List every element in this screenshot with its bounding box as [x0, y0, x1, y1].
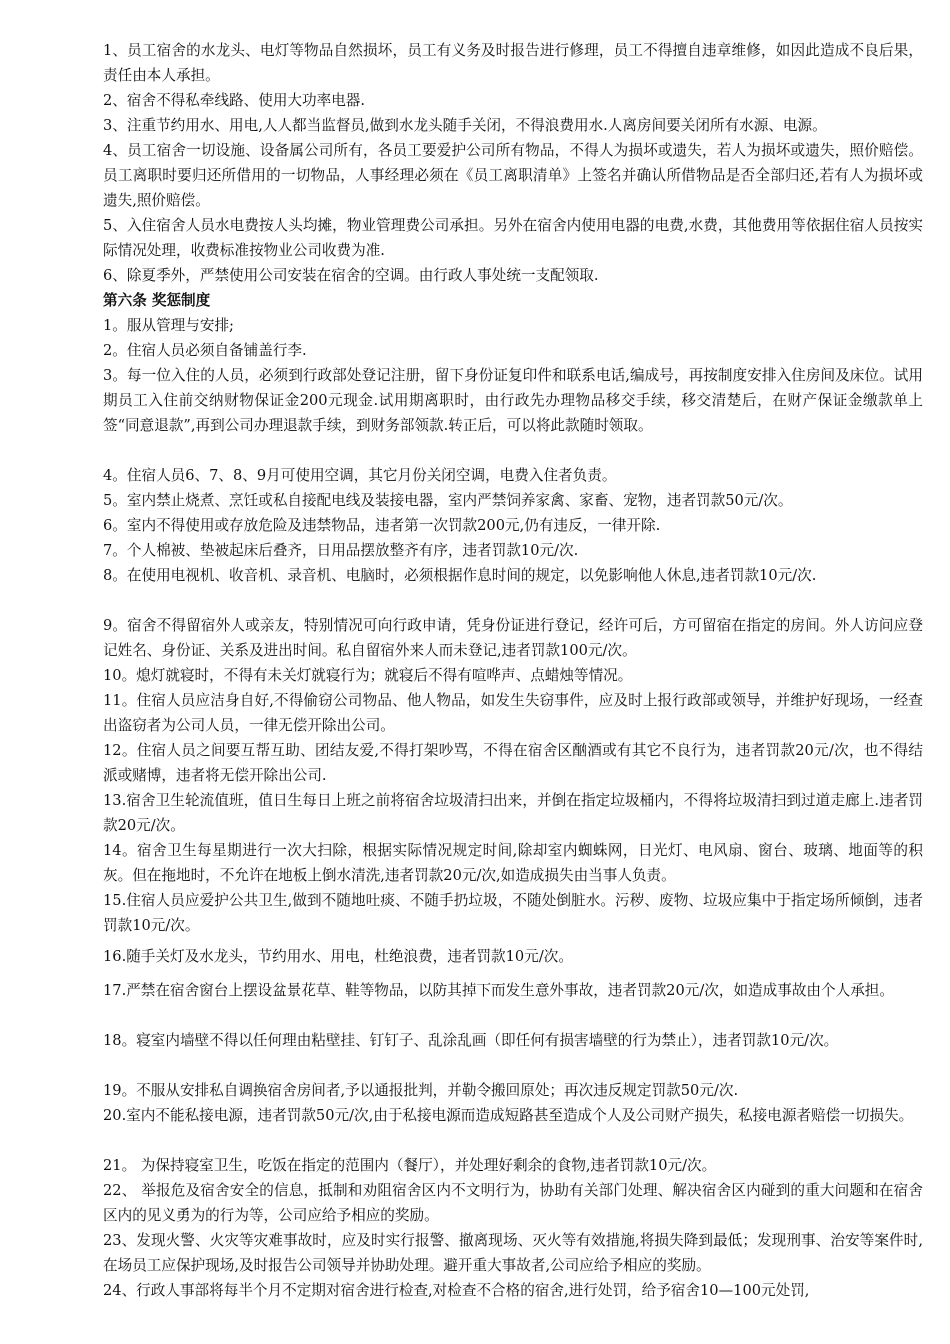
rule-item: 2。住宿人员必须自备铺盖行李.: [103, 342, 307, 359]
rule-item: 11。住宿人员应洁身自好,不得偷窃公司物品、他人物品，如发生失窃事件，应及时上报行政部或领导，并维护好现场，一经查出盗窃者为公司人员，一律无偿开除出公司。: [103, 692, 923, 734]
rule-item: 7。个人棉被、垫被起床后叠齐，日用品摆放整齐有序，违者罚款10元/次.: [103, 542, 579, 559]
rule-item: 5。室内禁止烧煮、烹饪或私自接配电线及装接电器，室内严禁饲养家禽、家畜、宠物，违者罚款50元/次。: [103, 492, 793, 509]
rule-item: 19。不服从安排私自调换宿舍房间者,予以通报批判，并勒令搬回原处；再次违反规定罚款50元/次.: [103, 1082, 739, 1099]
rule-item: 22、 举报危及宿舍安全的信息，抵制和劝阻宿舍区内不文明行为，协助有关部门处理、解决宿舍区内碰到的重大问题和在宿舍区内的见义勇为的行为等，公司应给予相应的奖励。: [103, 1182, 923, 1224]
rule-item: 17.严禁在宿舍窗台上摆设盆景花草、鞋等物品，以防其掉下而发生意外事故，违者罚款20元/次，如造成事故由个人承担。: [103, 982, 894, 999]
rule-item: 1。服从管理与安排;: [103, 317, 234, 334]
rule-item: 6。室内不得使用或存放危险及违禁物品，违者第一次罚款200元,仍有违反，一律开除.: [103, 517, 661, 534]
rule-item: 10。熄灯就寝时，不得有未关灯就寝行为；就寝后不得有喧哗声、点蜡烛等情况。: [103, 667, 633, 684]
paragraph-3: 3、注重节约用水、用电,人人都当监督员,做到水龙头随手关闭，不得浪费用水.人离房间要关闭所有水源、电源。: [103, 117, 827, 134]
rule-item: 24、行政人事部将每半个月不定期对宿舍进行检查,对检查不合格的宿舍,进行处罚，给予宿舍10—100元处罚,: [103, 1282, 810, 1299]
rule-item: 14。宿舍卫生每星期进行一次大扫除，根据实际情况规定时间,除却室内蜘蛛网，日光灯、电风扇、窗台、玻璃、地面等的积灰。但在拖地时，不允许在地板上倒水清洗,违者罚款20元/次,如造成损失由当事人负责。: [103, 842, 923, 884]
paragraph-1: 1、员工宿舍的水龙头、电灯等物品自然损坏，员工有义务及时报告进行修理，员工不得擅自违章维修，如因此造成不良后果，责任由本人承担。: [103, 42, 923, 84]
paragraph-6: 6、除夏季外，严禁使用公司安装在宿舍的空调。由行政人事处统一支配领取.: [103, 267, 599, 284]
rule-item: 13.宿舍卫生轮流值班，值日生每日上班之前将宿舍垃圾清扫出来，并倒在指定垃圾桶内，不得将垃圾清扫到过道走廊上.违者罚款20元/次。: [103, 792, 923, 834]
rule-item: 8。在使用电视机、收音机、录音机、电脑时，必须根据作息时间的规定，以免影响他人休息,违者罚款10元/次.: [103, 567, 817, 584]
rule-item: 3。每一位入住的人员，必须到行政部处登记注册，留下身份证复印件和联系电话,编成号，再按制度安排入住房间及床位。试用期员工入住前交纳财物保证金200元现金.试用期离职时，由行政先办理物品移交手续，移交清楚后，在财产保证金缴款单上签“同意退款”,再到公司办理退款手续，到财务部领款.转正后，可以将此款随时领取。: [103, 367, 923, 434]
paragraph-5: 5、入住宿舍人员水电费按人头均摊，物业管理费公司承担。另外在宿舍内使用电器的电费,水费，其他费用等依据住宿人员按实际情况处理，收费标准按物业公司收费为准.: [103, 217, 923, 259]
rule-item: 23、发现火警、火灾等灾难事故时，应及时实行报警、撤离现场、灭火等有效措施,将损失降到最低；发现刑事、治安等案件时,在场员工应保护现场,及时报告公司领导并协助处理。避开重大事故者,公司应给予相应的奖励。: [103, 1232, 923, 1274]
paragraph-2: 2、宿舍不得私牵线路、使用大功率电器.: [103, 92, 366, 109]
rule-item: 12。住宿人员之间要互帮互助、团结友爱,不得打架吵骂，不得在宿舍区酗酒或有其它不良行为，违者罚款20元/次，也不得结派或赌博，违者将无偿开除出公司.: [103, 742, 923, 784]
rule-item: 15.住宿人员应爱护公共卫生,做到不随地吐痰、不随手扔垃圾，不随处倒脏水。污秽、废物、垃圾应集中于指定场所倾倒，违者罚款10元/次。: [103, 892, 923, 934]
rule-item: 16.随手关灯及水龙头，节约用水、用电，杜绝浪费，违者罚款10元/次。: [103, 948, 573, 965]
section-heading: 第六条 奖惩制度: [103, 292, 211, 309]
paragraph-4: 4、员工宿舍一切设施、设备属公司所有，各员工要爱护公司所有物品，不得人为损坏或遗失，若人为损坏或遗失，照价赔偿。员工离职时要归还所借用的一切物品，人事经理必须在《员工离职清单》上签名并确认所借物品是否全部归还,若有人为损坏或遗失,照价赔偿。: [103, 142, 923, 209]
rule-item: 18。寝室内墙壁不得以任何理由粘壁挂、钉钉子、乱涂乱画（即任何有损害墙壁的行为禁止），违者罚款10元/次。: [103, 1032, 839, 1049]
rule-item: 21。 为保持寝室卫生，吃饭在指定的范围内（餐厅），并处理好剩余的食物,违者罚款10元/次。: [103, 1157, 717, 1174]
rule-item: 20.室内不能私接电源，违者罚款50元/次,由于私接电源而造成短路甚至造成个人及公司财产损失，私接电源者赔偿一切损失。: [103, 1107, 914, 1124]
rule-item: 4。住宿人员6、7、8、9月可使用空调，其它月份关闭空调，电费入住者负责。: [103, 467, 617, 484]
rule-item: 9。宿舍不得留宿外人或亲友，特别情况可向行政申请，凭身份证进行登记，经许可后，方可留宿在指定的房间。外人访问应登记姓名、身份证、关系及进出时间。私自留宿外来人而未登记,违者罚款100元/次。: [103, 617, 923, 659]
